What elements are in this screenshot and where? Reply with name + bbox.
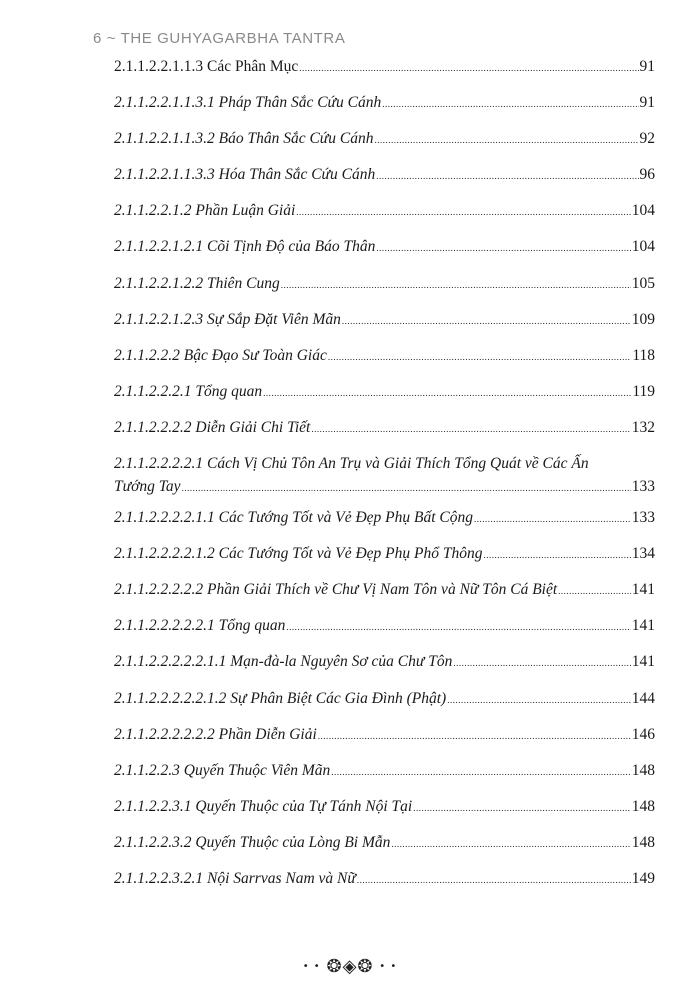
- toc-entry-label: 2.1.1.2.2.1.2.1 Cõi Tịnh Độ của Báo Thân: [114, 238, 376, 256]
- dot-leader: [296, 199, 630, 224]
- toc-entry: [114, 795, 655, 831]
- toc-entry-page: 144: [631, 689, 655, 707]
- toc-entry-label: 2.1.1.2.2.2.2.1 Cách Vị Chủ Tôn An Trụ và Giải Thích Tổng Quát về Các Ấn: [114, 455, 589, 473]
- dot-leader: [318, 723, 631, 748]
- dot-leader: [474, 506, 631, 531]
- toc-entry-page: 91: [639, 94, 655, 112]
- toc-entry: [114, 235, 655, 271]
- toc-entry-page: 148: [631, 761, 655, 779]
- table-of-contents: [114, 55, 655, 903]
- toc-entry: [114, 344, 655, 380]
- toc-entry-label: 2.1.1.2.2.2.2.2.1.1 Mạn-đà-la Nguyên Sơ của Chư Tôn: [114, 653, 453, 671]
- toc-entry-label: 2.1.1.2.2.1.1.3.3 Hóa Thân Sắc Cứu Cánh: [114, 166, 376, 184]
- dot-leader: [483, 542, 630, 567]
- toc-entry-label: 2.1.1.2.2.1.1.3.2 Báo Thân Sắc Cứu Cánh: [114, 130, 374, 148]
- toc-entry-page: 148: [631, 797, 655, 815]
- toc-entry-label: 2.1.1.2.2.2.1 Tổng quan: [114, 382, 263, 400]
- dot-leader: [382, 91, 638, 116]
- dot-leader: [357, 867, 631, 892]
- toc-entry-label: 2.1.1.2.2.2.2.2.2 Phần Diễn Giải: [114, 725, 317, 743]
- toc-entry: [114, 723, 655, 759]
- dot-leader: [376, 235, 630, 260]
- toc-entry-page: 134: [631, 545, 655, 563]
- running-header: 6 ~ THE GUHYAGARBHA TANTRA: [93, 30, 346, 47]
- toc-entry-label: 2.1.1.2.2.2.2.1.1 Các Tướng Tốt và Vẻ Đẹp Phụ Bất Cộng: [114, 509, 473, 527]
- toc-entry: [114, 416, 655, 452]
- toc-entry: [114, 650, 655, 686]
- toc-entry-page: 141: [631, 617, 655, 635]
- toc-entry: [114, 452, 655, 506]
- toc-entry-label: 2.1.1.2.2.1.2.3 Sự Sắp Đặt Viên Mãn: [114, 310, 341, 328]
- ornament-knot-icon: ❂◈❂: [326, 956, 374, 977]
- toc-entry: [114, 614, 655, 650]
- toc-entry-label: 2.1.1.2.2.3.2.1 Nội Sarrvas Nam và Nữ: [114, 869, 356, 887]
- toc-entry-page: 132: [631, 418, 655, 436]
- dot-leader: [374, 127, 638, 152]
- toc-entry-label-continued: Tướng Tay: [114, 478, 181, 496]
- dot-leader: [342, 308, 631, 333]
- toc-entry: [114, 506, 655, 542]
- toc-entry: [114, 867, 655, 903]
- toc-entry-label: 2.1.1.2.2.2.2.1.2 Các Tướng Tốt và Vẻ Đẹp Phụ Phổ Thông: [114, 545, 483, 563]
- dot-leader: [263, 380, 631, 405]
- dot-leader: [413, 795, 631, 820]
- toc-entry-page: 104: [631, 238, 655, 256]
- toc-entry: [114, 759, 655, 795]
- toc-entry-label: 2.1.1.2.2.3 Quyến Thuộc Viên Mãn: [114, 761, 331, 779]
- toc-entry-page: 104: [631, 202, 655, 220]
- dot-leader: [281, 272, 631, 297]
- toc-entry-label: 2.1.1.2.2.2.2 Diễn Giải Chi Tiết: [114, 418, 311, 436]
- toc-entry: [114, 163, 655, 199]
- dot-leader: [453, 650, 630, 675]
- toc-entry: [114, 308, 655, 344]
- dot-leader: [182, 475, 631, 500]
- toc-entry: [114, 55, 655, 91]
- dot-leader: [558, 578, 631, 603]
- toc-entry: [114, 578, 655, 614]
- toc-entry-page: 118: [632, 346, 655, 364]
- dot-leader: [286, 614, 630, 639]
- toc-entry: [114, 91, 655, 127]
- toc-entry-label: 2.1.1.2.2.1.1.3.1 Pháp Thân Sắc Cứu Cánh: [114, 94, 382, 112]
- footer-ornament: [0, 956, 700, 977]
- toc-entry-label: 2.1.1.2.2.2 Bậc Đạo Sư Toàn Giác: [114, 346, 327, 364]
- toc-entry-page: 91: [639, 58, 655, 75]
- toc-entry-page: 92: [639, 130, 655, 148]
- dot-leader: [299, 55, 638, 80]
- toc-entry-page: 146: [631, 725, 655, 743]
- toc-entry-page: 133: [631, 478, 655, 496]
- ornament-dots-left: • •: [302, 961, 321, 972]
- toc-entry: [114, 127, 655, 163]
- toc-entry: [114, 380, 655, 416]
- toc-entry: [114, 272, 655, 308]
- toc-entry: [114, 542, 655, 578]
- toc-entry-label: 2.1.1.2.2.1.1.3 Các Phân Mục: [114, 58, 299, 75]
- dot-leader: [447, 687, 631, 712]
- dot-leader: [311, 416, 630, 441]
- toc-entry-label: 2.1.1.2.2.2.2.2.1 Tổng quan: [114, 617, 286, 635]
- toc-entry-page: 133: [631, 509, 655, 527]
- dot-leader: [391, 831, 630, 856]
- toc-entry: [114, 199, 655, 235]
- dot-leader: [328, 344, 631, 369]
- toc-entry-page: 141: [631, 581, 655, 599]
- dot-leader: [376, 163, 638, 188]
- toc-entry-label: 2.1.1.2.2.1.2.2 Thiên Cung: [114, 274, 280, 292]
- toc-entry-page: 109: [631, 310, 655, 328]
- toc-entry-label: 2.1.1.2.2.3.2 Quyến Thuộc của Lòng Bi Mẫn: [114, 833, 391, 851]
- toc-entry-label: 2.1.1.2.2.3.1 Quyến Thuộc của Tự Tánh Nội Tại: [114, 797, 413, 815]
- toc-entry-page: 148: [631, 833, 655, 851]
- toc-entry: [114, 831, 655, 867]
- toc-entry-label: 2.1.1.2.2.2.2.2.1.2 Sự Phân Biệt Các Gia Đình (Phật): [114, 689, 447, 707]
- toc-entry-page: 105: [631, 274, 655, 292]
- toc-entry-page: 119: [632, 382, 655, 400]
- dot-leader: [331, 759, 631, 784]
- toc-entry: [114, 687, 655, 723]
- ornament-dots-right: • •: [379, 961, 398, 972]
- toc-entry-page: 149: [631, 869, 655, 887]
- toc-entry-label: 2.1.1.2.2.2.2.2 Phần Giải Thích về Chư Vị Nam Tôn và Nữ Tôn Cá Biệt: [114, 581, 558, 599]
- toc-entry-page: 96: [639, 166, 655, 184]
- toc-entry-label: 2.1.1.2.2.1.2 Phần Luận Giải: [114, 202, 296, 220]
- toc-entry-page: 141: [631, 653, 655, 671]
